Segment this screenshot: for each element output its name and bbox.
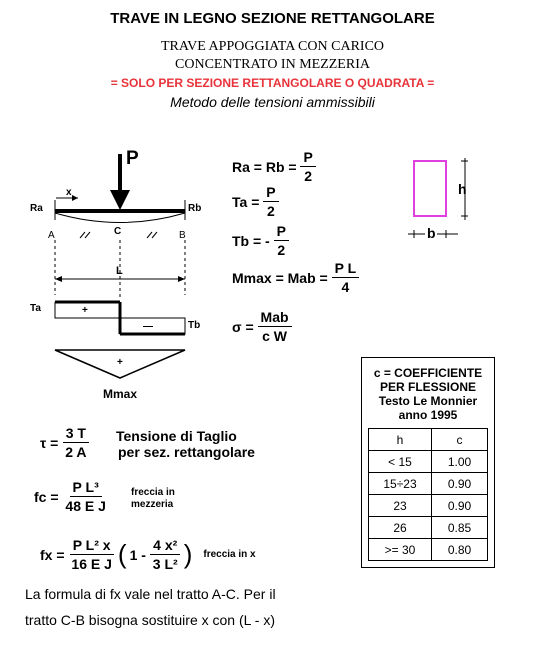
sigma-fraction (258, 308, 292, 345)
mmax-label: Mmax (103, 387, 138, 401)
formula-fc (34, 478, 109, 515)
beam-diagram (0, 140, 230, 410)
b-label: b (427, 225, 436, 241)
fc-lhs: fc = (34, 488, 59, 505)
fc-description (131, 487, 175, 511)
fx-paren-close: ) (183, 539, 193, 569)
table-title-line-3: Testo Le Monnier (378, 394, 478, 408)
cell-c: 1.00 (432, 451, 488, 473)
coefficient-table-title (362, 358, 494, 428)
reactions-den: 2 (304, 168, 313, 184)
tau-den: 2 A (65, 444, 87, 460)
formula-fx (40, 536, 256, 573)
fc-den: 48 E J (65, 498, 106, 514)
cell-c: 0.80 (432, 539, 488, 561)
cell-h: 15÷23 (369, 473, 432, 495)
fx-den: 16 E J (71, 556, 112, 572)
rb-label: Rb (188, 203, 202, 214)
method-note: Metodo delle tensioni ammissibili (170, 94, 375, 110)
l-arrow-right (178, 276, 185, 282)
table-title-line-4: anno 1995 (398, 408, 458, 422)
tb-den: 2 (277, 242, 286, 258)
fx-inner-fraction (150, 536, 181, 573)
point-a-label: A (48, 230, 55, 241)
coefficient-table-box (361, 357, 495, 568)
reactions-num: P (300, 148, 315, 167)
cell-c: 0.85 (432, 517, 488, 539)
tau-desc-line-1: Tensione di Taglio (116, 428, 237, 444)
shear-plus-sign: + (82, 305, 88, 316)
section-sketch (398, 152, 468, 242)
table-title-line-1: c = COEFFICIENTE (373, 366, 483, 380)
cell-h: 26 (369, 517, 432, 539)
fx-fraction (68, 536, 114, 573)
tau-num: 3 T (63, 424, 89, 443)
formula-reactions (232, 148, 316, 185)
moment-plus-sign: + (117, 357, 123, 368)
formula-ta (232, 183, 279, 220)
tb-num: P (274, 222, 289, 241)
section-rectangle (414, 161, 446, 216)
cell-h: 23 (369, 495, 432, 517)
cell-c: 0.90 (432, 473, 488, 495)
formula-tb (232, 222, 289, 259)
ta-num: P (263, 183, 278, 202)
shear-minus-sign: — (143, 321, 153, 332)
table-row (369, 451, 488, 473)
h-label: h (458, 181, 467, 197)
sigma-den: c W (262, 328, 287, 344)
tb-fraction (274, 222, 289, 259)
fx-description: freccia in x (203, 549, 256, 560)
formula-sigma (232, 308, 292, 345)
ta-label: Ta (30, 303, 41, 314)
tau-desc-line-2: per sez. rettangolare (118, 444, 255, 460)
subtitle-line-2: CONCENTRATO IN MEZZERIA (175, 57, 370, 72)
tb-label: Tb (188, 320, 201, 331)
page-title: TRAVE IN LEGNO SEZIONE RETTANGOLARE (110, 10, 435, 27)
footer-note-line-1: La formula di fx vale nel tratto A-C. Per il (25, 586, 276, 602)
fc-desc-line-1: freccia in (131, 487, 175, 498)
fx-inner-num: 4 x² (150, 536, 180, 555)
table-row (369, 517, 488, 539)
table-header-row (369, 429, 488, 451)
fx-paren-open: ( (117, 539, 127, 569)
table-row (369, 473, 488, 495)
point-c-label: C (114, 226, 122, 237)
subtitle-line-1: TRAVE APPOGGIATA CON CARICO (160, 39, 385, 54)
formula-mmax (232, 259, 359, 296)
ta-den: 2 (267, 203, 275, 219)
coefficient-table (368, 428, 488, 561)
mmax-lhs: Mmax = Mab = (232, 269, 328, 286)
tau-fraction (62, 424, 89, 461)
fx-inner-den: 3 L² (152, 556, 178, 572)
formula-tau (40, 424, 90, 461)
x-label: x (66, 187, 72, 198)
table-title-line-2: PER FLESSIONE (379, 380, 477, 394)
sigma-num: Mab (258, 308, 292, 327)
l-label: L (116, 265, 123, 277)
load-arrow-head (110, 190, 130, 210)
table-row (369, 495, 488, 517)
table-row (369, 539, 488, 561)
reactions-fraction (300, 148, 315, 185)
tau-description (116, 428, 255, 460)
l-arrow-left (55, 276, 62, 282)
mmax-den: 4 (341, 279, 350, 295)
fc-num: P L³ (70, 478, 102, 497)
header-h: h (369, 429, 432, 451)
footer-note-line-2: tratto C-B bisogna sostituire x con (L - x) (25, 612, 276, 628)
deflection-curve (55, 213, 185, 223)
sigma-lhs: σ = (232, 318, 254, 335)
header-c: c (432, 429, 488, 451)
point-b-label: B (179, 230, 186, 241)
ta-lhs: Ta = (232, 193, 260, 210)
tau-lhs: τ = (40, 434, 59, 451)
ta-fraction (263, 183, 278, 220)
fx-lhs: fx = (40, 546, 65, 563)
load-label: P (126, 148, 139, 169)
mmax-fraction (332, 259, 360, 296)
tb-lhs: Tb = - (232, 232, 270, 249)
x-dimension-arrow (72, 195, 78, 201)
subtitle (0, 38, 545, 74)
fx-num: P L² x (70, 536, 114, 555)
cell-h: >= 30 (369, 539, 432, 561)
fx-one-minus: 1 - (129, 546, 146, 563)
fc-fraction (62, 478, 108, 515)
warning-note: = SOLO PER SEZIONE RETTANGOLARE O QUADRATA = (110, 76, 435, 90)
fc-desc-line-2: mezzeria (131, 499, 174, 510)
reactions-lhs: Ra = Rb = (232, 158, 297, 175)
cell-h: < 15 (369, 451, 432, 473)
mmax-num: P L (332, 259, 360, 278)
cell-c: 0.90 (432, 495, 488, 517)
ra-label: Ra (30, 203, 43, 214)
